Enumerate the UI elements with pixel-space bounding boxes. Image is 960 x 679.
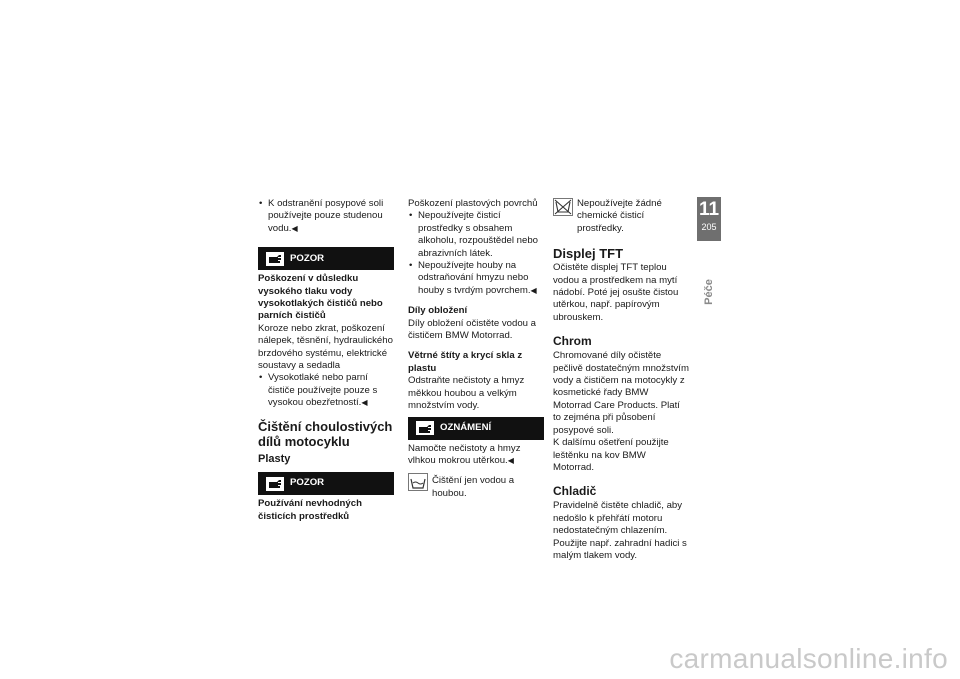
- end-mark: ◀: [361, 398, 368, 408]
- chrom-heading: Chrom: [553, 334, 592, 349]
- section-title: Čištění choulostivých dílů motocyklu: [258, 418, 393, 449]
- water-only-row: [408, 473, 544, 500]
- warning-banner-pozor: [258, 247, 394, 270]
- page-number: 205: [701, 222, 717, 232]
- stity-text: Odstraňte nečistoty a hmyz měkkou houbou a velkým množstvím vody.: [408, 375, 525, 412]
- watermark: carmanualsonline.info: [669, 643, 948, 674]
- bullet-item: • Nepoužívejte houby na odstraňování hmyzu nebo houby s tvrdým povrchem.◀: [408, 260, 544, 297]
- warning-text: Koroze nebo zkrat, poškození nálepek, těsnění, hydraulického brzdového systému, elektrické soustavy a sedadla: [258, 322, 393, 372]
- water-basin-icon: [408, 473, 428, 491]
- chladic-heading: Chladič: [553, 484, 597, 499]
- notice-banner: [408, 417, 544, 440]
- chladic-text-2: Použijte např. zahradní hadici s malým tlakem vody.: [553, 537, 687, 561]
- warning-heading: Poškození v důsledku vysokého tlaku vody vysokotlakých čističů nebo parních čističů: [258, 273, 383, 322]
- hand-warning-icon: [266, 477, 284, 491]
- notice-label: OZNÁMENÍ: [440, 421, 492, 433]
- end-mark: ◀: [291, 223, 298, 233]
- crossed-out-icon: [553, 198, 573, 216]
- bullet-item: • Nepoužívejte čisticí prostředky s obsahem alkoholu, rozpouštědel nebo abrazivních látek.: [408, 210, 544, 260]
- warning-bullet: • Vysokotlaké nebo parní čističe používejte pouze s vysokou obezřetností.◀: [258, 372, 394, 409]
- chapter-number: 11: [698, 199, 720, 220]
- column-1: [258, 198, 394, 523]
- warning-label: POZOR: [290, 477, 325, 489]
- damage-text: Poškození plastových povrchů: [408, 198, 538, 209]
- hand-warning-icon: [416, 421, 434, 435]
- no-chemicals-row: [553, 198, 689, 235]
- tft-heading: Displej TFT: [553, 246, 624, 262]
- bullet-salt: • K odstranění posypové soli používejte pouze studenou vodu.◀: [258, 198, 394, 235]
- hand-warning-icon: [266, 252, 284, 266]
- chrom-text-2: K dalšímu ošetření použijte leštěnku na kov BMW Motorrad.: [553, 437, 669, 473]
- dily-heading: Díly obložení: [408, 305, 468, 317]
- notice-text: Namočte nečistoty a hmyz vlhkou mokrou utěrkou.◀: [408, 442, 521, 466]
- end-mark: ◀: [530, 285, 537, 295]
- chapter-tab: [697, 197, 721, 241]
- chladic-text: Pravidelně čistěte chladič, aby nedošlo k přehřátí motoru nedostatečným chlazením.: [553, 500, 683, 537]
- end-mark: ◀: [507, 455, 514, 465]
- warning-label: POZOR: [290, 252, 325, 264]
- no-chemicals-text: Nepoužívejte žádné chemické čisticí prostředky.: [577, 198, 662, 234]
- tft-text: Očistěte displej TFT teplou vodou a prostředkem na mytí nádobí. Poté jej osušte čistou utěrkou, např. papírovým ubrouskem.: [553, 262, 679, 323]
- column-2: [408, 198, 544, 500]
- column-3: [553, 198, 689, 562]
- subsection-plasty: Plasty: [258, 452, 291, 465]
- stity-heading: Větrné štíty a krycí skla z plastu: [408, 350, 523, 374]
- section-side-label: [698, 275, 720, 309]
- warning-heading: Používání nevhodných čisticích prostředků: [258, 498, 362, 522]
- dily-text: Díly obložení očistěte vodou a čističem BMW Motorrad.: [408, 317, 536, 342]
- water-text: Čištění jen vodou a houbou.: [432, 475, 515, 499]
- chrom-text: Chromované díly očistěte pečlivě dostatečným množstvím vody a čističem na motocykly z kosmetické řady BMW Motorrad Care Products. Platí to zejména při působení posypové soli.: [553, 350, 689, 436]
- section-name: Péče: [703, 279, 716, 305]
- warning-banner-pozor-2: [258, 472, 394, 495]
